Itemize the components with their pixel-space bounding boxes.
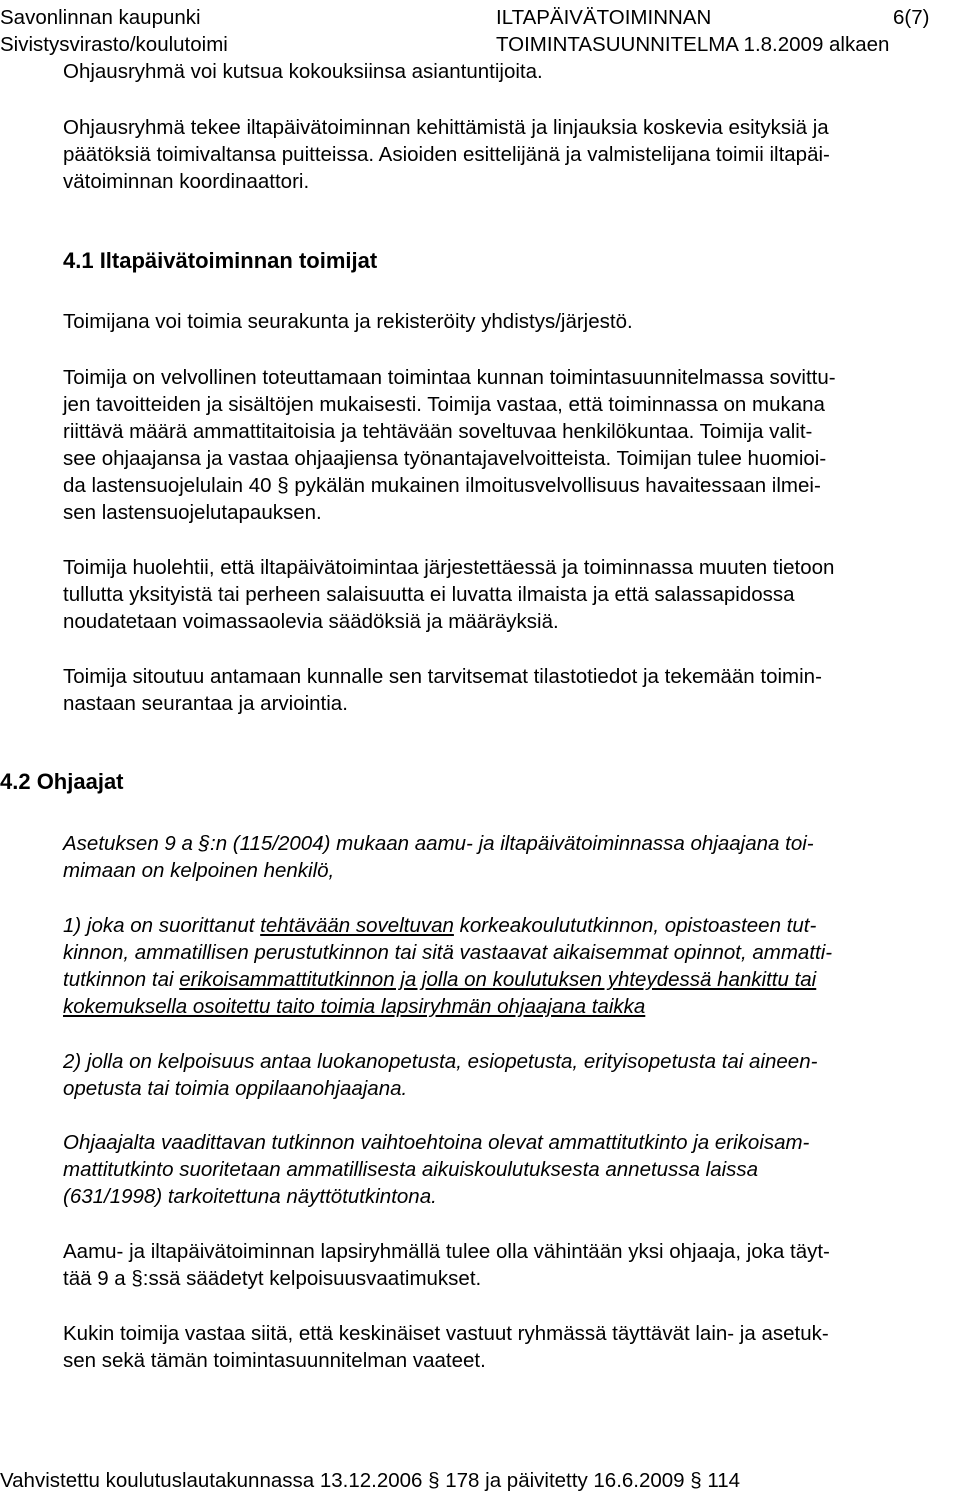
footer-text: Vahvistettu koulutuslautakunnassa 13.12.2006 § 178 ja päivitetty 16.6.2009 § 114 — [0, 1469, 741, 1492]
paragraph-line: päätöksiä toimivaltansa puitteissa. Asioiden esittelijänä ja valmistelijana toimii iltapäi- — [63, 143, 830, 166]
text-segment: tutkinnon tai — [63, 968, 180, 991]
paragraph-line: opetusta tai toimia oppilaanohjaajana. — [63, 1077, 408, 1100]
paragraph-line: Ohjausryhmä voi kutsua kokouksiinsa asiantuntijoita. — [63, 60, 543, 83]
paragraph-line: tullutta yksityistä tai perheen salaisuutta ei luvatta ilmaista ja että salassapidossa — [63, 583, 795, 606]
underlined-text: erikoisammattitutkinnon ja jolla on koulutuksen yhteydessä hankittu tai — [179, 968, 817, 991]
paragraph-line: Toimija huolehtii, että iltapäivätoimintaa järjestettäessä ja toiminnassa muuten tietoon — [63, 556, 835, 579]
text-segment: 1) joka on suorittanut — [63, 914, 261, 937]
paragraph-line: sen lastensuojelutapauksen. — [63, 501, 322, 524]
paragraph-line: vätoiminnan koordinaattori. — [63, 170, 310, 193]
paragraph-line: Kukin toimija vastaa siitä, että keskinäiset vastuut ryhmässä täyttävät lain- ja asetuk- — [63, 1322, 829, 1345]
header-doc-subtitle: TOIMINTASUUNNITELMA 1.8.2009 alkaen — [496, 33, 890, 56]
underlined-text: tehtävään soveltuvan — [260, 914, 454, 937]
header-doc-title: ILTAPÄIVÄTOIMINNAN — [496, 6, 712, 29]
paragraph-line: da lastensuojelulain 40 § pykälän mukainen ilmoitusvelvollisuus havaitessaan ilmei- — [63, 474, 821, 497]
paragraph-line: Toimija sitoutuu antamaan kunnalle sen tarvitsemat tilastotiedot ja tekemään toimin- — [63, 665, 822, 688]
paragraph-line: mimaan on kelpoinen henkilö, — [63, 859, 335, 882]
paragraph-line: Toimija on velvollinen toteuttamaan toimintaa kunnan toimintasuunnitelmassa sovittu- — [63, 366, 836, 389]
paragraph-line: riittävä määrä ammattitaitoisia ja tehtävään soveltuvaa henkilökuntaa. Toimija valit- — [63, 420, 813, 443]
header-dept: Sivistysvirasto/koulutoimi — [0, 33, 228, 56]
paragraph-line: Ohjausryhmä tekee iltapäivätoiminnan kehittämistä ja linjauksia koskevia esityksiä ja — [63, 116, 829, 139]
paragraph-line: kinnon, ammatillisen perustutkinnon tai sitä vastaavat aikaisemmat opinnot, ammatti- — [63, 941, 833, 964]
paragraph-line: sen sekä tämän toimintasuunnitelman vaateet. — [63, 1349, 486, 1372]
header-org: Savonlinnan kaupunki — [0, 6, 201, 29]
text-segment: korkeakoulututkinnon, opistoasteen tut- — [453, 914, 817, 937]
paragraph-line — [63, 912, 816, 939]
paragraph-line: jen tavoitteiden ja sisältöjen mukaisesti. Toimija vastaa, että toiminnassa on mukana — [63, 393, 825, 416]
paragraph-line: see ohjaajansa ja vastaa ohjaajiensa työnantajavelvoitteista. Toimijan tulee huomioi- — [63, 447, 827, 470]
paragraph-line: Aamu- ja iltapäivätoiminnan lapsiryhmällä tulee olla vähintään yksi ohjaaja, joka täyt- — [63, 1240, 830, 1263]
paragraph-line: nastaan seurantaa ja arviointia. — [63, 692, 348, 715]
paragraph-line: 2) jolla on kelpoisuus antaa luokanopetusta, esiopetusta, erityisopetusta tai aineen- — [63, 1050, 818, 1073]
paragraph-line: Asetuksen 9 a §:n (115/2004) mukaan aamu- ja iltapäivätoiminnassa ohjaajana toi- — [63, 832, 814, 855]
paragraph-line: mattitutkinto suoritetaan ammatillisesta aikuiskoulutuksesta annetussa laissa — [63, 1158, 759, 1181]
section-heading-4-2: 4.2 Ohjaajat — [0, 769, 124, 794]
section-heading-4-1: 4.1 Iltapäivätoiminnan toimijat — [63, 248, 378, 273]
paragraph-line: Toimijana voi toimia seurakunta ja rekisteröity yhdistys/järjestö. — [63, 310, 633, 333]
paragraph-line: tää 9 a §:ssä säädetyt kelpoisuusvaatimukset. — [63, 1267, 482, 1290]
paragraph-line: noudatetaan voimassaolevia säädöksiä ja määräyksiä. — [63, 610, 559, 633]
paragraph-line: Ohjaajalta vaadittavan tutkinnon vaihtoehtoina olevat ammattitutkinto ja erikoisam- — [63, 1131, 810, 1154]
paragraph-line: (631/1998) tarkoitettuna näyttötutkintona. — [63, 1185, 437, 1208]
header-page-number: 6(7) — [893, 6, 930, 29]
paragraph-line — [63, 966, 816, 993]
underlined-text: kokemuksella osoitettu taito toimia lapsiryhmän ohjaajana taikka — [63, 995, 646, 1018]
